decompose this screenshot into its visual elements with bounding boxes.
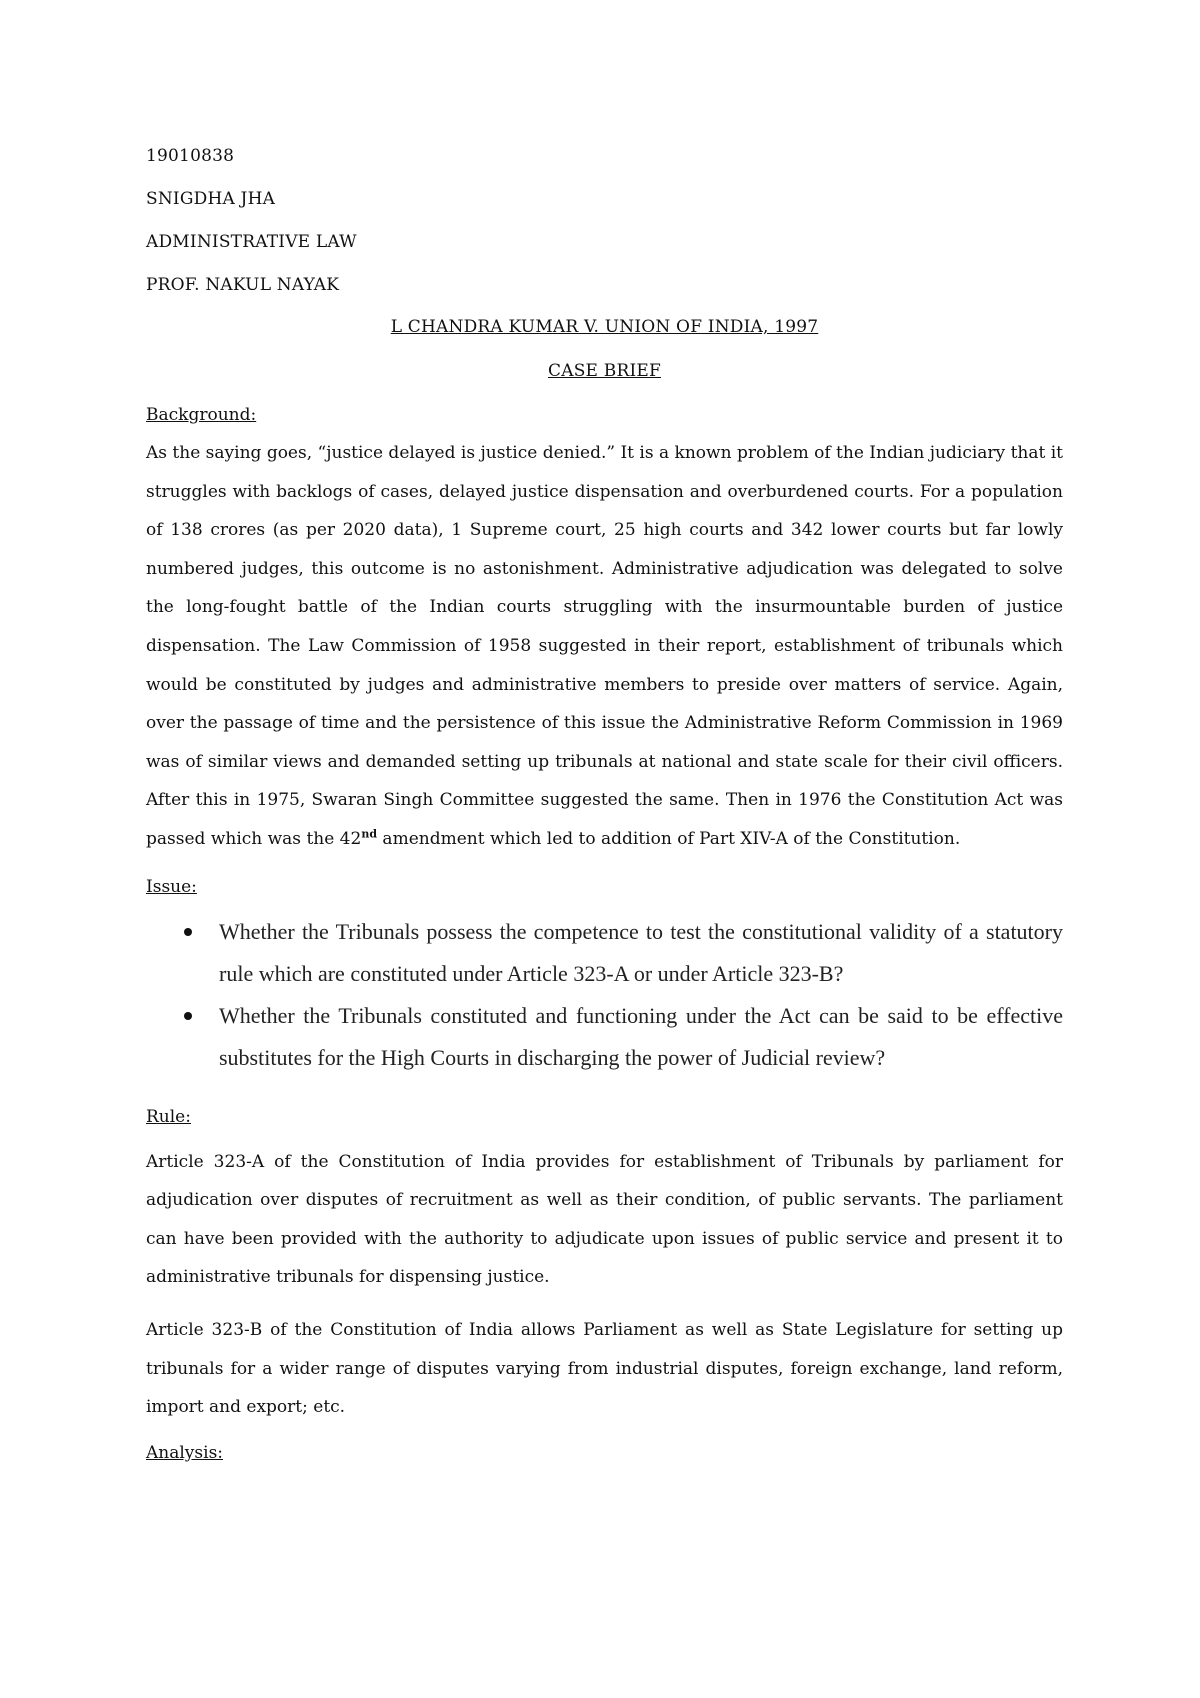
rule-heading: Rule: xyxy=(146,1106,191,1127)
case-title: L CHANDRA KUMAR V. UNION OF INDIA, 1997 xyxy=(390,317,819,337)
background-heading: Background: xyxy=(146,405,257,425)
rule-paragraph-2: Article 323-B of the Constitution of India allows Parliament as well as State Legislature for setting up tribunals for a wider range of disputes varying from industrial disputes, foreign exchange, land reform, import and export; etc. xyxy=(146,1319,1063,1418)
student-id: 19010838 xyxy=(146,146,235,166)
background-text-part1: As the saying goes, “justice delayed is justice denied.” It is a known problem of the Indian judiciary that it struggles with backlogs of cases, delayed justice dispensation and overburdened courts. For a population of 138 crores (as per 2020 data), 1 Supreme court, 25 high courts and 342 lower courts but far lowly numbered judges, this outcome is no astonishment. Administrative adjudication was delegated to solve the long-fought battle of the Indian courts struggling with the insurmountable burden of justice dispensation. The Law Commission of 1958 suggested in their report, establishment of tribunals which would be constituted by judges and administrative members to preside over matters of service. Again, over the passage of time and the persistence of this issue the Administrative Reform Commission in 1969 was of similar views and demanded setting up tribunals at national and state scale for their civil officers. After this in 1975, Swaran Singh Committee suggested the same. Then in 1976 the Constitution Act was passed which was the 42 xyxy=(146,443,1063,849)
rule-paragraph-1: Article 323-A of the Constitution of India provides for establishment of Tribunals by parliament for adjudication over disputes of recruitment as well as their condition, of public servants. The parliament can have been provided with the authority to adjudicate upon issues of public service and present it to administrative tribunals for dispensing justice. xyxy=(146,1151,1063,1288)
student-name: SNIGDHA JHA xyxy=(146,189,276,209)
case-brief-subtitle: CASE BRIEF xyxy=(548,361,661,381)
issue-item-2 xyxy=(146,995,1063,1079)
issue-item-text: Whether the Tribunals possess the competence to test the constitutional validity of a statutory rule which are constituted under Article 323-A or under Article 323-B? xyxy=(219,918,1063,986)
issue-list xyxy=(146,911,1063,1079)
bullet-icon xyxy=(184,1012,192,1020)
issue-heading: Issue: xyxy=(146,876,197,897)
issue-item-text: Whether the Tribunals constituted and functioning under the Act can be said to be effective substitutes for the High Courts in discharging the power of Judicial review? xyxy=(219,1002,1063,1070)
background-text-part2: amendment which led to addition of Part XIV-A of the Constitution. xyxy=(377,828,961,849)
bullet-icon xyxy=(184,928,192,936)
document-content xyxy=(146,146,1063,1481)
issue-item-1 xyxy=(146,911,1063,995)
superscript-nd: nd xyxy=(361,827,378,841)
course-name: ADMINISTRATIVE LAW xyxy=(146,232,357,252)
background-paragraph xyxy=(146,434,1063,859)
professor-name: PROF. NAKUL NAYAK xyxy=(146,275,340,295)
analysis-heading: Analysis: xyxy=(146,1442,224,1463)
